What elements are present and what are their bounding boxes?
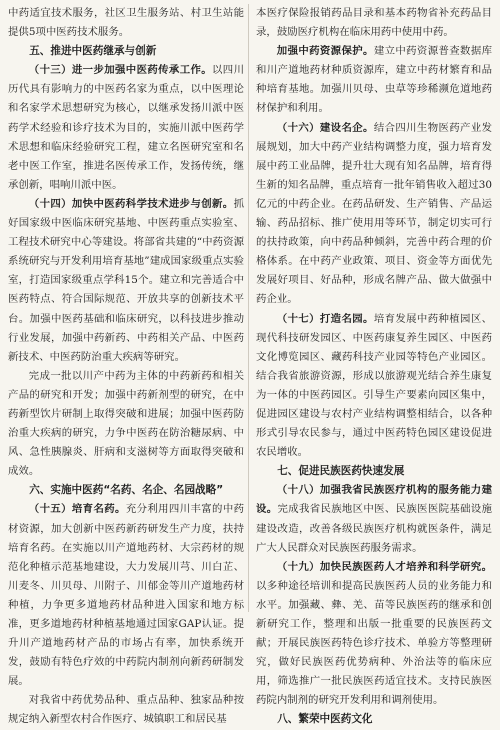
paragraph-resource-text: 建立中药资源普查数据库和川产道地药材种质资源库，建立中药材繁育和品种培育基地。加强川贝母、虫草等珍稀濒危道地药材保护和利用。 bbox=[256, 45, 493, 115]
paragraph-19 bbox=[256, 558, 492, 711]
paragraph-18-lead: （十八）加强我省民族医疗机构的服务能力建设。 bbox=[256, 484, 492, 516]
paragraph-16-enterprise-text: 结合四川生物医药产业发展规划，加大中药产业结构调整力度，强力培育发展中药工业品牌，提升壮大现有知名品牌，培育得生新的知名品牌，重点培育一批年销售收入超过30亿元的中药企业。在药品研发、生产销售、产品运输、药品招标、推广使用用等环节，制定切实可行的扶持政策，向中药品种倾斜，完善中药合理的价格体系。在中药产业政策、项目、资金等方面优先发展好项目、好品种，形成名牌产品、做大做强中药企业。 bbox=[256, 121, 493, 306]
paragraph-16-enterprise bbox=[256, 119, 492, 310]
paragraph-13-lead: （十三）进一步加强中医药传承工作。 bbox=[28, 64, 213, 77]
paragraph-14 bbox=[8, 195, 244, 367]
paragraph-19-text: 以多种途径培训和提高民族医药人员的业务能力和水平。加强藏、彝、羌、苗等民族医药的继承和创新研究工作，整理和出版一批重要的民族医药文献；开展民族医药特色诊疗技术、单验方等整理研究，做好民族医药优势病种、外治法等的临床应用，筛选推广一批民族医药适宜技术。支持民族医药院内制剂的研究开发利用和调剂使用。 bbox=[256, 579, 492, 707]
paragraph-19-lead: （十九）加快民族医药人才培养和科学研究。 bbox=[276, 560, 492, 573]
paragraph-resource-protection bbox=[256, 42, 492, 118]
paragraph-16-enterprise-lead: （十六）建设名企。 bbox=[276, 121, 374, 134]
paragraph-14-lead: （十四）加快中医药科学技术进步与创新。 bbox=[28, 197, 234, 210]
paragraph-resource-lead: 加强中药资源保护。 bbox=[276, 45, 374, 58]
paragraph-continued: 中药适宜技术服务，社区卫生服务站、村卫生站能提供5项中医药技术服务。 bbox=[8, 7, 244, 39]
section-heading-7: 七、促进民族医药快速发展 bbox=[277, 465, 405, 478]
paragraph-18-text: 完成我省民族地区中医、民族医医院基础设施建设改造，改善各级民族医疗机构就医条件，满足广大人民群众对民族医药服务需求。 bbox=[256, 503, 492, 554]
column-divider bbox=[248, 4, 249, 612]
paragraph-16-text: 充分利用四川丰富的中药材资源，加大创新中医药新药研发生产力度，扶持培育名药。在实施以川产道地药材、大宗药材的规范化种植示范基地建设，大力发展川芎、川白芷、川麦冬、川贝母、川附子、川郁金等川产道地药材种植，力争更多道地药材品种进入国家和地方标准，更多道地药材种植基地通过国家GAP认证。提升川产道地药材产品的市场占有率，加快系统开发，鼓励有特色疗效的中药院内制剂向新药研制发展。 bbox=[8, 503, 245, 688]
paragraph-13-text: 以四川历代具有影响力的中医药名家为重点，以中医理论和名家学术思想研究为核心，以继承发扬川派中医药学术经验和诊疗技术为目的，实施川派中医药学术思想和临床经验研究工程，建立名医研究室和名老中医工作室，推进名医传承工作，发扬传统，继承创新，唱响川派中医。 bbox=[8, 64, 244, 191]
section-heading-6: 六、实施中医药“名药、名企、名园战略” bbox=[29, 484, 224, 497]
paragraph-17: 对我省中药优势品种、重点品种、独家品种按规定纳入新型农村合作医疗、城镇职工和居民基 bbox=[8, 694, 244, 726]
paragraph-18 bbox=[256, 481, 492, 557]
paragraph-16 bbox=[8, 500, 244, 691]
paragraph-17-park-text: 培育发展中药种植园区、现代科技研发园区、中医药康复养生园区、中医药文化博览园区、藏药科技产业园等特色产业园区。结合我省旅游资源，形成以旅游观光结合养生康复为一体的中医药园区。引导生产要素向园区集中，促进园区建设与农村产业结构调整相结合，以各种形式引导农民参与，通过中医药特色园区建设促进农民增收。 bbox=[256, 312, 493, 459]
right-column bbox=[256, 4, 492, 730]
paragraph-17-park bbox=[256, 310, 492, 463]
paragraph-continued-right: 本医疗保险报销药品目录和基本药物省补充药品目录，鼓励医疗机构在临床用药中使用中药。 bbox=[256, 7, 492, 39]
paragraph-15 bbox=[8, 367, 244, 482]
paragraph-14-text: 抓好国家级中医临床研究基地、中医药重点实验室、工程技术研究中心等建设。将部省共建的“中药资源系统研究与开发利用培育基地”建成国家级重点实验室，打造国家级重点学科15个。建立和完善适合中医药特点、符合国际规范、开放共享的创新技术平台。加强中医药基础和临床研究，以科技进步推动行业发展，加强中药新药、中药相关产品、中医药新技术、中医药防治重大疾病等研究。 bbox=[8, 197, 244, 363]
section-heading-8: 八、繁荣中医药文化 bbox=[277, 713, 373, 726]
paragraph-13 bbox=[8, 61, 244, 195]
left-column bbox=[8, 4, 244, 730]
paragraph-17-park-lead: （十七）打造名园。 bbox=[276, 312, 374, 325]
paragraph-15-text: 完成一批以川产中药为主体的中药新药和相关产品的研究和开发；加强中药新剂型的研究，在中药新型饮片研制上取得突破和进展；加强中医药防治重大疾病的研究，力争中医药在防治糖尿病、中风、急性胰腺炎、肝病和支滋树等方面取得突破和成效。 bbox=[8, 369, 244, 478]
paragraph-16-lead: （十五）培育名药。 bbox=[28, 503, 126, 516]
section-heading-5: 五、推进中医药继承与创新 bbox=[29, 45, 157, 58]
